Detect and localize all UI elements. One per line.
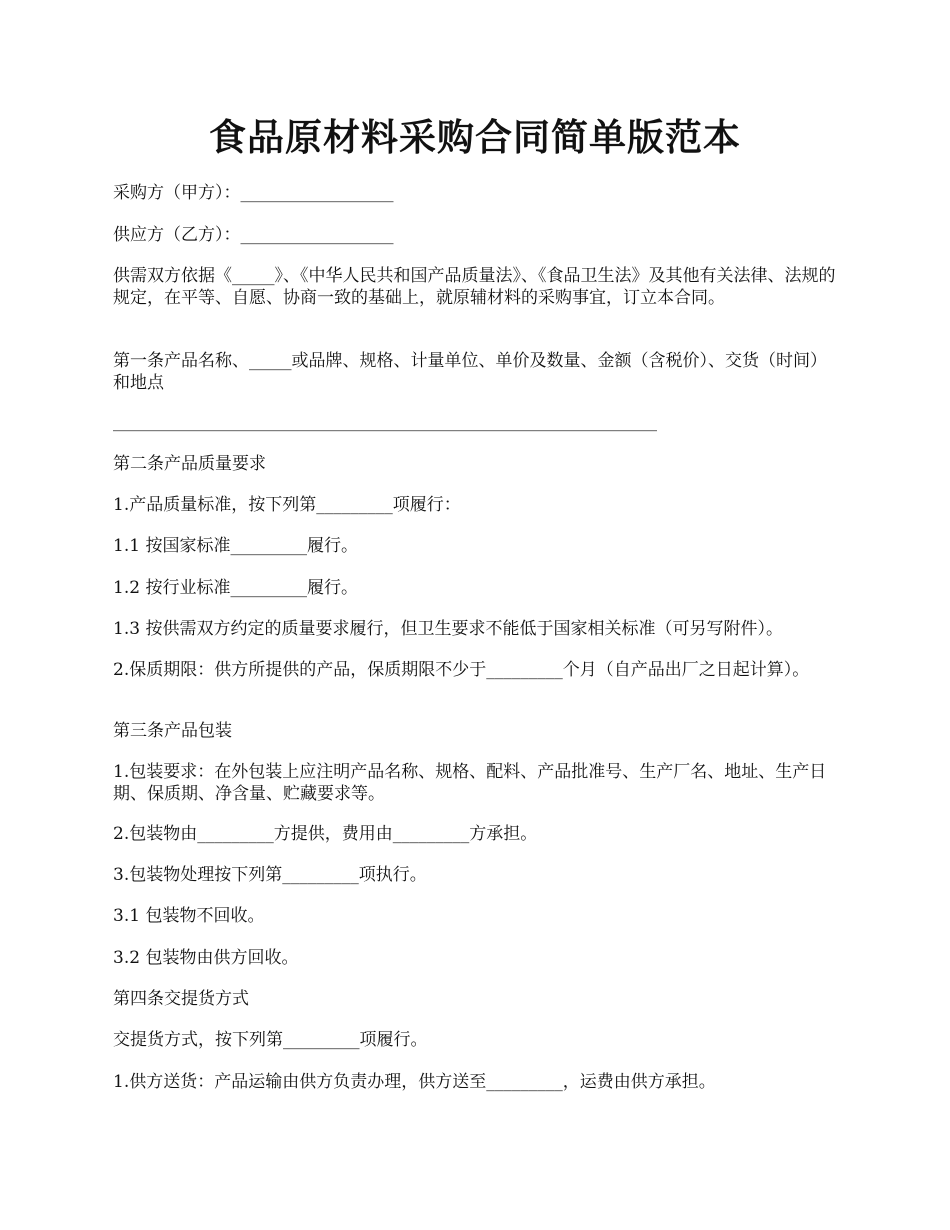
clause-1-3: 1.3 按供需双方约定的质量要求履行，但卫生要求不能低于国家相关标准（可另写附件）。 [113,619,783,639]
article-1-heading: 第一条产品名称、_____或品牌、规格、计量单位、单价及数量、金额（含税价）、交货（时间）和地点 [113,351,827,393]
document-title: 食品原材料采购合同简单版范本 [209,115,741,159]
delivery-method-clause: 交提货方式，按下列第_________项履行。 [113,1030,428,1050]
article-3-heading: 第三条产品包装 [113,721,232,741]
clause-3-1: 3.1 包装物不回收。 [113,906,265,926]
supplier-line: 供应方（乙方）：__________________ [113,225,394,245]
clause-1-2: 1.2 按行业标准_________履行。 [113,578,358,598]
shelf-life-clause: 2.保质期限：供方所提供的产品，保质期限不少于_________个月（自产品出厂之日起计算）。 [113,660,810,680]
packaging-provider-clause: 2.包装物由_________方提供，费用由_________方承担。 [113,824,538,844]
article-2-heading: 第二条产品质量要求 [113,454,266,474]
supplier-delivery-clause: 1.供方送货：产品运输由供方负责办理，供方送至_________，运费由供方承担。 [113,1072,716,1092]
quality-standard-clause: 1.产品质量标准，按下列第_________项履行： [113,495,461,515]
packaging-handling-clause: 3.包装物处理按下列第_________项执行。 [113,865,427,885]
article-4-heading: 第四条交提货方式 [113,989,249,1009]
buyer-line: 采购方（甲方）：__________________ [113,183,394,203]
clause-1-1: 1.1 按国家标准_________履行。 [113,536,358,556]
blank-underline-line: ________________________________________________________________ [113,412,657,432]
packaging-requirement-clause: 1.包装要求：在外包装上应注明产品名称、规格、配料、产品批准号、生产厂名、地址、生产日期、保质期、净含量、贮藏要求等。 [113,762,827,804]
clause-3-2: 3.2 包装物由供方回收。 [113,948,299,968]
preamble-paragraph: 供需双方依据《_____》、《中华人民共和国产品质量法》、《食品卫生法》及其他有关法律、法规的规定，在平等、自愿、协商一致的基础上，就原辅材料的采购事宜，订立本合同。 [113,266,836,308]
